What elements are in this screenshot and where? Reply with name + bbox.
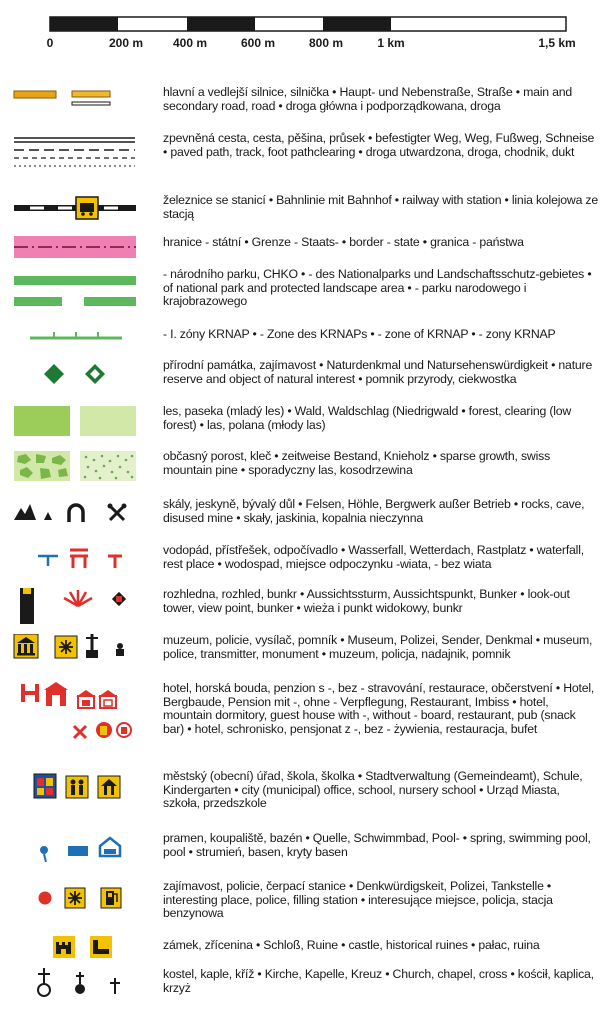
legend-text: hlavní a vedlejší silnice, silnička • Haupt- und Nebenstraße, Straße • main and secondary road, road • droga główna i podporządkowana, droga — [163, 85, 573, 113]
church-chapel-cross-symbol — [0, 966, 145, 1006]
legend-row-museum — [0, 634, 600, 680]
interesting-place-icon — [39, 892, 52, 905]
legend-text: hotel, horská bouda, penzion s -, bez - stravování, restaurace, občerstvení • Hotel, Bergbaude, Pension mit -, ohne - Verpflegung, Restaurant, Imbiss • hotel, mountain dormitory, guest house with -, without - board, restaurant, pub (snack bar) • hotel, schronisko, pensjonat z -, bez - żywienia, restauracja, bufet — [163, 681, 595, 736]
sparse-fills-symbol — [0, 450, 145, 488]
mountain-dormitory-icon — [44, 682, 68, 706]
krnap-zone-line-symbol — [0, 328, 145, 350]
scale-bar — [0, 0, 600, 60]
legend-text: - I. zóny KRNAP • - Zone des KRNAPs • - zone of KRNAP • - zony KRNAP — [163, 327, 556, 341]
indoor-pool-icon — [100, 838, 120, 856]
legend-row-spring — [0, 832, 600, 870]
legend-row-church — [0, 966, 600, 1006]
legend-text: železnice se stanicí • Bahnlinie mit Bahnhof • railway with station • linia kolejowa ze stacją — [163, 193, 599, 221]
legend-row-roads — [0, 86, 600, 126]
castle-icon — [53, 936, 75, 958]
scale-tick: 1,5 km — [538, 36, 576, 50]
legend-text: les, paseka (mladý les) • Wald, Waldschlag (Niedrigwald • forest, clearing (low forest) • las, polana (młody las) — [163, 404, 572, 432]
snack-bar-icon — [117, 723, 131, 737]
legend-text: skály, jeskyně, bývalý důl • Felsen, Höhle, Bergwerk außer Betrieb • rocks, cave, disused mine • skały, jaskinia, kopalnia nieczynna — [163, 497, 585, 525]
cave-icon — [69, 505, 83, 522]
castle-ruin-symbol — [0, 934, 145, 964]
legend-row-sparse-growth — [0, 450, 600, 488]
nursery-school-icon — [98, 776, 120, 798]
pub-icon — [96, 722, 112, 738]
legend-row-krnap-zone — [0, 328, 600, 350]
legend-row-interesting — [0, 880, 600, 930]
chapel-icon — [75, 972, 85, 994]
legend-row-castle — [0, 934, 600, 964]
legend-text: pramen, koupaliště, bazén • Quelle, Schwimmbad, Pool- • spring, swimming pool, pool • strumień, basen, kryty basen — [163, 831, 591, 859]
cross-icon — [110, 978, 120, 994]
school-icon — [66, 776, 88, 798]
swimming-pool-icon — [68, 846, 88, 856]
legend-text: rozhledna, rozhled, bunkr • Aussichtssturm, Aussichtspunkt, Bunker • look-out tower, view point, bunker • wieża i punkt widokowy, bunkr — [163, 587, 570, 615]
legend-text: občasný porost, kleč • zeitweise Bestand, Knieholz • sparse growth, swiss mountain pine • sporadyczny las, kosodrzewina — [163, 449, 551, 477]
restaurant-icon — [74, 726, 86, 738]
spring-icon — [40, 846, 48, 862]
legend-row-municipal — [0, 770, 600, 822]
legend-row-nature-reserve — [0, 359, 600, 395]
scale-tick: 800 m — [308, 36, 344, 50]
scale-tick: 600 m — [240, 36, 276, 50]
state-border-symbol — [0, 236, 145, 266]
scale-tick: 400 m — [172, 36, 208, 50]
filling-station-icon — [101, 888, 121, 908]
legend-row-hotel — [0, 682, 600, 754]
interest-police-fuel-symbol — [0, 880, 145, 930]
legend-text: - národního parku, CHKO • - des Nationalparks und Landschaftsschutz-gebietes • of national park and protected landscape area • - parku narodowego i krajobrazowego — [163, 267, 592, 309]
historical-ruin-icon — [90, 936, 112, 958]
legend-text: vodopád, přístřešek, odpočívadlo • Wasserfall, Wetterdach, Rastplatz • waterfall, rest place • wodospad, miejsce odpoczynku -wiata, - bez wiata — [163, 543, 584, 571]
waterfall-shelter-rest-symbol — [0, 544, 145, 578]
dashed-paths-symbol — [0, 132, 145, 188]
legend-row-lookout — [0, 588, 600, 624]
legend-text: městský (obecní) úřad, škola, školka • Stadtverwaltung (Gemeindeamt), Schule, Kindergarten • city (municipal) office, school, nursery school • Urząd Miasta, szkoła, przedszkole — [163, 769, 583, 811]
view-point-icon — [64, 590, 92, 606]
legend-row-rocks — [0, 498, 600, 536]
city-office-icon — [34, 774, 56, 798]
hotel-icons-symbol — [0, 682, 145, 754]
legend-text: přírodní památka, zajímavost • Naturdenkmal und Natursehenswürdigkeit • nature reserve and object of natural interest • pomnik przyrody, ciekwostka — [163, 358, 593, 386]
legend-text: zajímavost, policie, čerpací stanice • Denkwürdigskeit, Polizei, Tankstelle • interesting place, police, filling station • interesujące miejsce, policja, stacja benzynowa — [163, 879, 553, 921]
legend-row-forest — [0, 405, 600, 443]
legend-text: zámek, zřícenina • Schloß, Ruine • castle, historical ruines • pałac, ruina — [163, 938, 540, 952]
legend-text: kostel, kaple, kříž • Kirche, Kapelle, Kreuz • Church, chapel, cross • kościł, kaplica, krzyż — [163, 967, 594, 995]
rocks-cave-mine-symbol — [0, 498, 145, 536]
scale-bar-graphic — [0, 0, 600, 36]
legend-row-paths — [0, 132, 600, 188]
museum-police-transmitter-symbol — [0, 634, 145, 680]
scale-tick: 200 m — [108, 36, 144, 50]
forest-fills-symbol — [0, 405, 145, 443]
shelter-icon — [70, 550, 88, 568]
legend-row-national-park — [0, 268, 600, 322]
monument-icon — [116, 643, 124, 656]
legend-text: zpevněná cesta, cesta, pěšina, průsek • befestigter Weg, Weg, Fußweg, Schneise • paved path, track, foot pathclearing • droga utwardzona, droga, chodnik, dukt — [163, 131, 595, 159]
spring-pool-symbol — [0, 832, 145, 870]
green-bands-symbol — [0, 268, 145, 322]
railway-station-symbol — [0, 194, 145, 230]
nature-reserve-icon — [44, 364, 64, 384]
legend-row-waterfall — [0, 544, 600, 578]
tower-view-bunker-symbol — [0, 588, 145, 624]
road-lines-symbol — [0, 86, 145, 126]
legend-row-railway — [0, 194, 600, 230]
rest-place-icon — [108, 556, 122, 568]
legend-row-border — [0, 236, 600, 266]
legend-text: hranice - státní • Grenze - Staats- • border - state • granica - państwa — [163, 235, 524, 249]
disused-mine-icon — [110, 506, 124, 520]
office-school-nursery-symbol — [0, 770, 145, 822]
scale-tick: 1 km — [377, 36, 405, 50]
legend-text: muzeum, policie, vysílač, pomník • Museum, Polizei, Sender, Denkmal • museum, police, transmitter, monument • muzeum, policja, nadajnik, pomnik — [163, 633, 593, 661]
rocks-icon — [14, 504, 36, 520]
scale-tick: 0 — [46, 36, 54, 50]
green-diamonds-symbol — [0, 359, 145, 395]
church-icon — [38, 968, 50, 996]
transmitter-icon — [86, 634, 98, 658]
guest-house-icon — [76, 690, 118, 708]
hotel-icon — [23, 684, 37, 702]
